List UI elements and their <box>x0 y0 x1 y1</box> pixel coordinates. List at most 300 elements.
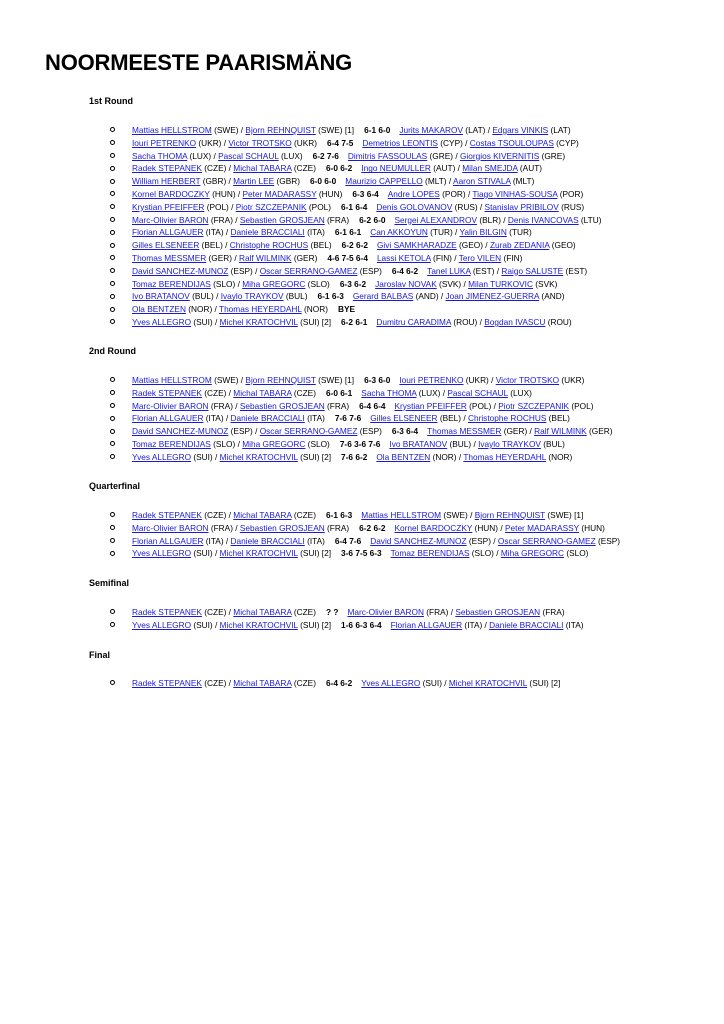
player-link[interactable]: Florian ALLGAUER <box>390 619 463 630</box>
match-score: 3-6 7-5 6-3 <box>341 548 382 559</box>
player-link[interactable]: Iouri PETRENKO <box>132 137 197 148</box>
player-link[interactable]: Tomaz BERENDIJAS <box>390 548 470 559</box>
player-link[interactable]: Milan SMEJDA <box>462 163 518 174</box>
player-link[interactable]: Radek STEPANEK <box>132 678 202 688</box>
player-link[interactable]: Piotr SZCZEPANIK <box>498 400 570 411</box>
bullet-icon <box>110 390 115 395</box>
player-link[interactable]: Miha GREGORC <box>242 278 306 289</box>
player-link[interactable]: Michal TABARA <box>233 387 292 398</box>
player-country: (BUL) / <box>447 438 479 449</box>
match-row <box>110 150 602 163</box>
player-link[interactable]: Miha GREGORC <box>500 548 565 559</box>
match-row <box>110 606 584 619</box>
player-country: (AND) <box>539 291 565 302</box>
player-link[interactable]: Sebastien GROSJEAN <box>239 400 325 411</box>
player-link[interactable]: Victor TROTSKO <box>495 375 560 385</box>
player-country: (CZE) / <box>201 678 234 688</box>
match-score: 6-0 6-2 <box>325 163 353 174</box>
player-country: (UKR) / <box>463 375 496 385</box>
match-score: 6-2 7-6 <box>312 150 339 161</box>
player-link[interactable]: Gilles ELSENEER <box>370 413 438 424</box>
player-link[interactable]: Krystian PFEIFFER <box>132 201 205 212</box>
match-row <box>110 677 560 690</box>
player-country: (MLT) / <box>422 176 454 187</box>
player-country: (LUX) / <box>416 387 448 398</box>
player-link[interactable]: Ivaylo TRAYKOV <box>478 438 541 449</box>
player-country: (ITA) <box>563 619 584 630</box>
player-link[interactable]: Michel KRATOCHVIL <box>219 451 298 462</box>
match-row <box>110 412 613 425</box>
match-row <box>110 162 602 175</box>
player-country: (ITA) <box>304 535 325 546</box>
player-country: (SWE) [1] <box>315 125 355 135</box>
bullet-icon <box>110 441 115 446</box>
player-link[interactable]: Michal TABARA <box>233 510 292 520</box>
player-country: (ITA) / <box>462 619 490 630</box>
player-link[interactable]: Jaroslav NOVAK <box>375 278 437 289</box>
player-link[interactable]: William HERBERT <box>132 176 201 187</box>
match-score: 6-2 6-1 <box>341 316 368 327</box>
round-heading-2nd: 2nd Round <box>89 346 136 356</box>
player-link[interactable]: Daniele BRACCIALI <box>230 413 305 424</box>
bullet-icon <box>110 551 115 556</box>
bullet-icon <box>110 230 115 235</box>
match-score: 6-4 7-6 <box>334 535 362 546</box>
player-link[interactable]: Michel KRATOCHVIL <box>219 548 298 559</box>
player-country: (SVK) <box>532 278 558 289</box>
player-country: (SUI) / <box>191 451 220 462</box>
player-country: (CZE) <box>291 387 316 398</box>
player-country: (TUR) <box>506 227 532 238</box>
player-link[interactable]: Givi SAMKHARADZE <box>376 240 457 251</box>
player-link[interactable]: Pascal SCHAUL <box>218 150 279 161</box>
player-country: (GBR) / <box>200 176 234 187</box>
player-link[interactable]: Martin LEE <box>233 176 275 187</box>
player-link[interactable]: Michal TABARA <box>233 678 292 688</box>
player-country: (GRE) / <box>427 150 460 161</box>
round-heading-1st: 1st Round <box>89 96 133 106</box>
match-score: 6-1 6-0 <box>364 125 391 135</box>
player-country: (AUT) / <box>430 163 463 174</box>
player-country: (FRA) <box>324 400 350 411</box>
round-heading-quarterfinal: Quarterfinal <box>89 481 141 491</box>
player-link[interactable]: Tomaz BERENDIJAS <box>132 438 211 449</box>
player-link[interactable]: Michel KRATOCHVIL <box>219 619 298 630</box>
player-country: (SUI) [2] <box>297 619 332 630</box>
player-link[interactable]: Radek STEPANEK <box>132 510 202 520</box>
bullet-icon <box>110 255 115 260</box>
player-link[interactable]: Bjorn REHNQUIST <box>245 125 316 135</box>
match-row <box>110 425 613 438</box>
bullet-icon <box>110 319 115 324</box>
player-link[interactable]: Yves ALLEGRO <box>132 548 192 559</box>
player-link[interactable]: Ivo BRATANOV <box>132 291 190 302</box>
player-link[interactable]: Denis IVANCOVAS <box>507 214 579 225</box>
player-country: (SWE) / <box>211 125 246 135</box>
bullet-icon <box>110 191 115 196</box>
player-link[interactable]: Gilles ELSENEER <box>132 240 200 251</box>
player-country: (LAT) <box>548 125 571 135</box>
player-link[interactable]: Bjorn REHNQUIST <box>245 375 316 385</box>
player-link[interactable]: Thomas MESSMER <box>132 252 207 263</box>
player-link[interactable]: Florian ALLGAUER <box>132 227 204 238</box>
player-link[interactable]: Demetrios LEONTIS <box>362 137 438 148</box>
player-link[interactable]: Oscar SERRANO-GAMEZ <box>497 535 596 546</box>
player-link[interactable]: Thomas MESSMER <box>427 426 502 437</box>
player-link[interactable]: Stanislav PRIBILOV <box>484 201 559 212</box>
player-country: (FIN) <box>501 252 523 263</box>
player-link[interactable]: Ivo BRATANOV <box>389 438 448 449</box>
player-country: (TUR) / <box>427 227 460 238</box>
player-country: (SUI) [2] <box>297 451 332 462</box>
player-country: (NOR) / <box>185 304 219 315</box>
player-country: (SWE) [1] <box>315 375 355 385</box>
bullet-icon <box>110 609 115 614</box>
player-country: (LTU) <box>578 214 602 225</box>
player-link[interactable]: Ola BENTZEN <box>376 451 431 462</box>
player-country: (FRA) <box>324 214 350 225</box>
player-country: (CZE) <box>291 678 316 688</box>
player-country: (POL) <box>569 400 594 411</box>
bullet-icon <box>110 680 115 685</box>
bullet-icon <box>110 166 115 171</box>
player-country: (CZE) <box>291 510 316 520</box>
match-list-2nd-round <box>110 374 613 464</box>
player-link[interactable]: Tanel LUKA <box>427 265 471 276</box>
bullet-icon <box>110 140 115 145</box>
bullet-icon <box>110 377 115 382</box>
player-country: (POR) / <box>439 188 473 199</box>
player-link[interactable]: Denis GOLOVANOV <box>376 201 453 212</box>
player-link[interactable]: Victor TROTSKO <box>228 137 292 148</box>
player-country: (LAT) / <box>463 125 493 135</box>
match-score: 7-6 7-6 <box>334 413 362 424</box>
player-link[interactable]: Raigo SALUSTE <box>501 265 564 276</box>
match-score: 6-1 6-4 <box>341 201 368 212</box>
player-country: (EST) <box>563 265 588 276</box>
match-score: 6-2 6-2 <box>359 522 386 533</box>
match-score: 6-0 6-1 <box>325 387 353 398</box>
match-row <box>110 303 602 316</box>
player-country: (ITA) / <box>203 535 231 546</box>
player-link[interactable]: Piotr SZCZEPANIK <box>235 201 307 212</box>
player-country: (MLT) <box>510 176 535 187</box>
player-country: (GEO) <box>549 240 576 251</box>
match-row <box>110 124 602 137</box>
bullet-icon <box>110 454 115 459</box>
player-link[interactable]: Daniele BRACCIALI <box>230 227 305 238</box>
player-link[interactable]: Thomas HEYERDAHL <box>219 304 302 315</box>
player-link[interactable]: Michal TABARA <box>233 607 292 617</box>
player-link[interactable]: Bjorn REHNQUIST <box>474 510 546 520</box>
match-row <box>110 509 620 522</box>
player-link[interactable]: Dumitru CARADIMA <box>376 316 452 327</box>
player-link[interactable]: Gerard BALBAS <box>352 291 414 302</box>
player-country: (GBR) <box>274 176 300 187</box>
match-score: 6-2 6-2 <box>341 240 368 251</box>
match-score: 7-6 6-2 <box>341 451 368 462</box>
bullet-icon <box>110 512 115 517</box>
player-country: (SVK) / <box>436 278 469 289</box>
player-country: (EST) / <box>470 265 502 276</box>
bullet-icon <box>110 294 115 299</box>
player-country: (GRE) <box>539 150 566 161</box>
bullet-icon <box>110 153 115 158</box>
player-link[interactable]: Radek STEPANEK <box>132 387 202 398</box>
player-link[interactable]: Daniele BRACCIALI <box>230 535 305 546</box>
player-country: (SLO) <box>305 278 330 289</box>
match-score: 6-4 7-5 <box>327 137 354 148</box>
player-country: (LUX) / <box>187 150 219 161</box>
player-country: (SUI) / <box>420 678 449 688</box>
match-row <box>110 214 602 227</box>
player-link[interactable]: Yves ALLEGRO <box>132 316 192 327</box>
match-list-quarterfinal <box>110 509 620 560</box>
match-list-semifinal <box>110 606 584 632</box>
player-country: (CZE) <box>291 607 316 617</box>
match-row <box>110 619 584 632</box>
player-country: (BUL) / <box>189 291 221 302</box>
match-score: 6-1 6-3 <box>317 291 344 302</box>
player-country: (NOR) / <box>430 451 464 462</box>
player-link[interactable]: Miha GREGORC <box>242 438 306 449</box>
player-link[interactable]: Sebastien GROSJEAN <box>239 522 325 533</box>
player-link[interactable]: Peter MADARASSY <box>504 522 580 533</box>
player-country: (ESP) / <box>228 426 260 437</box>
player-link[interactable]: Yves ALLEGRO <box>132 451 192 462</box>
player-link[interactable]: Tiago VINHAS-SOUSA <box>472 188 558 199</box>
player-link[interactable]: Ola BENTZEN <box>132 304 186 315</box>
bullet-icon <box>110 217 115 222</box>
player-country: (BEL) <box>308 240 332 251</box>
player-link[interactable]: Sebastien GROSJEAN <box>455 607 541 617</box>
match-row <box>110 522 620 535</box>
match-row <box>110 188 602 201</box>
player-country: (CZE) <box>291 163 316 174</box>
player-country: (SUI) / <box>191 619 220 630</box>
match-row <box>110 290 602 303</box>
player-country: (SUI) [2] <box>297 548 332 559</box>
player-country: (NOR) <box>546 451 573 462</box>
player-country: (SLO) / <box>469 548 501 559</box>
player-link[interactable]: Sebastien GROSJEAN <box>239 214 325 225</box>
match-row <box>110 316 602 329</box>
player-country: (POR) <box>557 188 584 199</box>
player-country: (UKR) <box>559 375 585 385</box>
match-row <box>110 387 613 400</box>
player-link[interactable]: Bogdan IVASCU <box>484 316 546 327</box>
player-link[interactable]: Milan TURKOVIC <box>468 278 533 289</box>
player-link[interactable]: Michel KRATOCHVIL <box>219 316 298 327</box>
player-link[interactable]: Ralf WILMINK <box>238 252 292 263</box>
player-link[interactable]: Ivaylo TRAYKOV <box>220 291 284 302</box>
match-row <box>110 201 602 214</box>
player-link[interactable]: Thomas HEYERDAHL <box>463 451 547 462</box>
player-link[interactable]: Radek STEPANEK <box>132 607 202 617</box>
player-country: (SWE) [1] <box>545 510 584 520</box>
bullet-icon <box>110 403 115 408</box>
player-link[interactable]: Mattias HELLSTROM <box>132 375 212 385</box>
player-link[interactable]: Marc-Olivier BARON <box>132 400 209 411</box>
player-country: (GER) <box>291 252 318 263</box>
player-link[interactable]: Andre LOPES <box>387 188 440 199</box>
player-link[interactable]: Costas TSOULOUPAS <box>469 137 554 148</box>
player-country: (SUI) / <box>191 316 220 327</box>
match-row <box>110 278 602 291</box>
match-score: 1-6 6-3 6-4 <box>341 619 382 630</box>
player-country: (ROU) <box>545 316 572 327</box>
player-country: (FIN) / <box>430 252 459 263</box>
match-score: 6-3 6-4 <box>391 426 419 437</box>
player-country: (FRA) / <box>208 400 240 411</box>
match-score: 6-3 6-2 <box>339 278 367 289</box>
player-link[interactable]: Zurab ZEDANIA <box>489 240 550 251</box>
page-title: NOORMEESTE PAARISMÄNG <box>45 50 353 75</box>
player-country: (GEO) / <box>456 240 490 251</box>
player-country: (ITA) / <box>203 227 231 238</box>
player-link[interactable]: Yves ALLEGRO <box>361 678 421 688</box>
match-score: BYE <box>337 304 356 315</box>
player-link[interactable]: Daniele BRACCIALI <box>489 619 564 630</box>
bullet-icon <box>110 622 115 627</box>
match-score: 6-4 6-4 <box>359 400 386 411</box>
match-score: 6-0 6-0 <box>309 176 337 187</box>
player-country: (BUL) <box>540 438 565 449</box>
match-row <box>110 374 613 387</box>
player-link[interactable]: Marc-Olivier BARON <box>132 214 209 225</box>
player-country: (RUS) <box>558 201 585 212</box>
match-score: 7-6 3-6 7-6 <box>339 438 381 449</box>
match-score: 6-4 6-2 <box>325 678 353 688</box>
player-link[interactable]: Oscar SERRANO-GAMEZ <box>259 426 358 437</box>
player-country: (ESP) <box>357 265 382 276</box>
player-country: (FRA) / <box>208 522 240 533</box>
bullet-icon <box>110 268 115 273</box>
player-country: (CZE) / <box>201 163 234 174</box>
player-link[interactable]: Michal TABARA <box>233 163 292 174</box>
player-link[interactable]: Can AKKOYUN <box>370 227 428 238</box>
player-country: (HUN) <box>316 188 343 199</box>
player-link[interactable]: Ingo NEUMULLER <box>361 163 431 174</box>
player-link[interactable]: David SANCHEZ-MUNOZ <box>132 265 229 276</box>
match-row <box>110 226 602 239</box>
player-link[interactable]: Sergei ALEXANDROV <box>394 214 478 225</box>
player-country: (LUX) <box>278 150 303 161</box>
player-country: (AND) / <box>413 291 446 302</box>
player-country: (CZE) / <box>201 387 234 398</box>
match-row <box>110 175 602 188</box>
player-country: (RUS) / <box>452 201 485 212</box>
player-country: (ESP) <box>357 426 382 437</box>
player-link[interactable]: Yalin BILGIN <box>459 227 507 238</box>
player-link[interactable]: Giorgios KIVERNITIS <box>459 150 540 161</box>
bullet-icon <box>110 429 115 434</box>
player-link[interactable]: Ralf WILMINK <box>534 426 587 437</box>
player-link[interactable]: Yves ALLEGRO <box>132 619 192 630</box>
match-list-final <box>110 677 560 690</box>
player-link[interactable]: Peter MADARASSY <box>242 188 317 199</box>
round-heading-final: Final <box>89 650 111 660</box>
match-score: 6-3 6-4 <box>352 188 379 199</box>
match-row <box>110 252 602 265</box>
player-link[interactable]: Pascal SCHAUL <box>447 387 508 398</box>
player-country: (HUN) / <box>209 188 243 199</box>
player-link[interactable]: Maurizio CAPPELLO <box>345 176 423 187</box>
match-row <box>110 535 620 548</box>
player-link[interactable]: Krystian PFEIFFER <box>394 400 467 411</box>
player-country: (BEL) <box>546 413 570 424</box>
player-link[interactable]: Tomaz BERENDIJAS <box>132 278 211 289</box>
player-country: (SLO) / <box>210 278 243 289</box>
player-country: (SWE) / <box>441 510 475 520</box>
player-country: (LUX) <box>507 387 532 398</box>
match-score: 6-1 6-3 <box>325 510 353 520</box>
player-link[interactable]: Lassi KETOLA <box>376 252 431 263</box>
player-country: (SLO) <box>305 438 330 449</box>
player-link[interactable]: Michel KRATOCHVIL <box>448 678 528 688</box>
player-country: (BEL) / <box>199 240 230 251</box>
match-list-1st-round <box>110 124 602 329</box>
player-link[interactable]: Mattias HELLSTROM <box>132 125 212 135</box>
player-country: (SUI) [2] <box>527 678 561 688</box>
player-link[interactable]: Kornel BARDOCZKY <box>394 522 473 533</box>
player-link[interactable]: Florian ALLGAUER <box>132 413 204 424</box>
player-country: (NOR) <box>301 304 328 315</box>
match-row <box>110 438 613 451</box>
player-link[interactable]: Edgars VINKIS <box>492 125 549 135</box>
player-country: (CZE) / <box>201 510 234 520</box>
player-link[interactable]: Marc-Olivier BARON <box>347 607 424 617</box>
player-link[interactable]: Joan JIMENEZ-GUERRA <box>445 291 540 302</box>
player-country: (ESP) / <box>228 265 260 276</box>
player-link[interactable]: Marc-Olivier BARON <box>132 522 209 533</box>
player-country: (CYP) <box>553 137 579 148</box>
player-country: (SLO) / <box>210 438 243 449</box>
bullet-icon <box>110 416 115 421</box>
player-link[interactable]: Sacha THOMA <box>361 387 417 398</box>
player-country: (ESP) / <box>466 535 498 546</box>
player-country: (ITA) / <box>203 413 231 424</box>
player-link[interactable]: Dimitris FASSOULAS <box>347 150 428 161</box>
player-link[interactable]: Florian ALLGAUER <box>132 535 204 546</box>
match-row <box>110 451 613 464</box>
match-row <box>110 547 620 560</box>
player-link[interactable]: Sacha THOMA <box>132 150 188 161</box>
player-link[interactable]: Mattias HELLSTROM <box>361 510 442 520</box>
player-country: (UKR) <box>291 137 318 148</box>
player-link[interactable]: David SANCHEZ-MUNOZ <box>132 426 229 437</box>
player-link[interactable]: Aaron STIVALA <box>453 176 511 187</box>
player-country: (GER) <box>586 426 613 437</box>
player-link[interactable]: Tero VILEN <box>458 252 502 263</box>
player-link[interactable]: Jurits MAKAROV <box>399 125 463 135</box>
match-score: 6-1 6-1 <box>334 227 362 238</box>
match-score: ? ? <box>325 607 339 617</box>
player-link[interactable]: Christophe ROCHUS <box>229 240 309 251</box>
bullet-icon <box>110 307 115 312</box>
player-country: (UKR) / <box>196 137 229 148</box>
match-row <box>110 239 602 252</box>
player-link[interactable]: David SANCHEZ-MUNOZ <box>370 535 467 546</box>
bullet-icon <box>110 204 115 209</box>
player-link[interactable]: Kornel BARDOCZKY <box>132 188 210 199</box>
match-score: 6-4 6-2 <box>391 265 419 276</box>
player-link[interactable]: Iouri PETRENKO <box>399 375 464 385</box>
player-link[interactable]: Christophe ROCHUS <box>467 413 547 424</box>
player-link[interactable]: Radek STEPANEK <box>132 163 202 174</box>
player-link[interactable]: Oscar SERRANO-GAMEZ <box>259 265 358 276</box>
player-country: (FRA) <box>324 522 350 533</box>
